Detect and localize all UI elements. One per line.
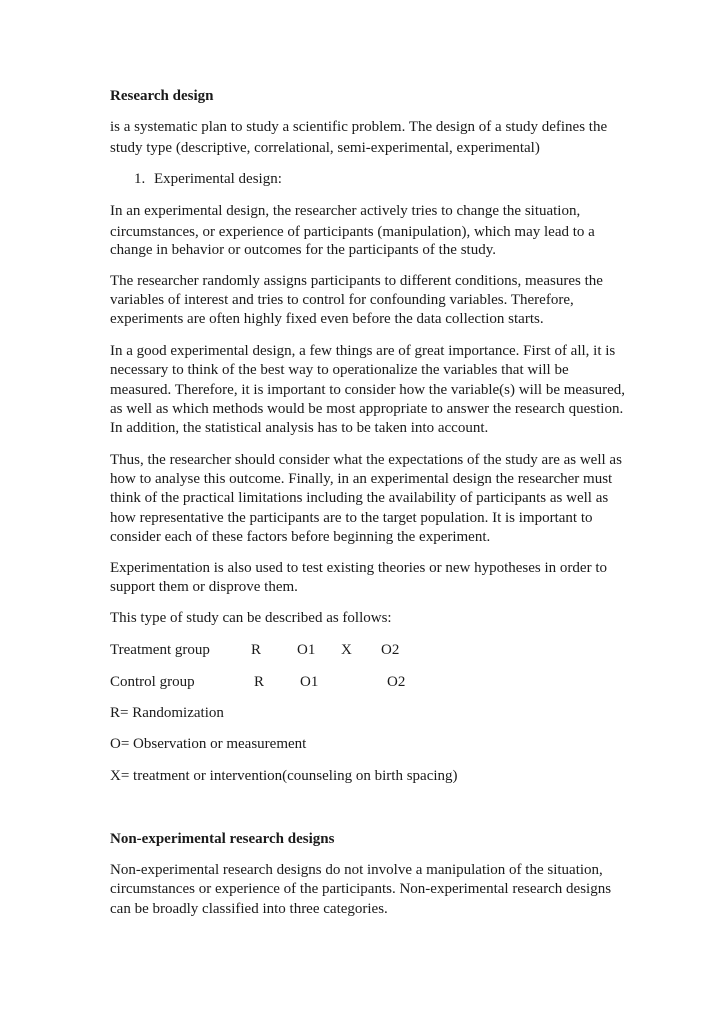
paragraph-line: circumstances or experience of the participants. Non-experimental research designs <box>110 881 612 897</box>
paragraph-line: In a good experimental design, a few things are of great importance. First of all, it is <box>110 343 616 359</box>
intro-line-2: study type (descriptive, correlational, semi-experimental, experimental) <box>110 140 540 156</box>
paragraph-line: This type of study can be described as follows: <box>110 610 392 626</box>
row-label: Treatment group <box>110 642 210 658</box>
paragraph-line: circumstances, or experience of participants (manipulation), which may lead to a <box>110 224 595 240</box>
paragraph-line: how to analyse this outcome. Finally, in an experimental design the researcher must <box>110 471 613 487</box>
paragraph-line: The researcher randomly assigns participants to different conditions, measures the <box>110 273 603 289</box>
observation1-cell: O1 <box>300 674 319 690</box>
paragraph-line: can be broadly classified into three categories. <box>110 901 388 917</box>
row-label: Control group <box>110 674 195 690</box>
paragraph-line: how representative the participants are to the target population. It is important to <box>110 510 593 526</box>
heading-research-design: Research design <box>110 88 214 104</box>
paragraph-line: measured. Therefore, it is important to consider how the variable(s) will be measured, <box>110 382 625 398</box>
paragraph-line: Thus, the researcher should consider what the expectations of the study are as well as <box>110 452 622 468</box>
list-number: 1. <box>134 171 146 187</box>
randomization-cell: R <box>254 674 265 690</box>
paragraph-line: variables of interest and tries to control for confounding variables. Therefore, <box>110 292 574 308</box>
paragraph-line: support them or disprove them. <box>110 579 298 595</box>
paragraph-line: change in behavior or outcomes for the participants of the study. <box>110 242 496 258</box>
paragraph-line: In an experimental design, the researcher actively tries to change the situation, <box>110 203 581 219</box>
legend-treatment: X= treatment or intervention(counseling on birth spacing) <box>110 768 458 784</box>
observation1-cell: O1 <box>297 642 316 658</box>
randomization-cell: R <box>251 642 262 658</box>
paragraph-line: experiments are often highly fixed even before the data collection starts. <box>110 311 544 327</box>
paragraph-line: Experimentation is also used to test existing theories or new hypotheses in order to <box>110 560 607 576</box>
observation2-cell: O2 <box>387 674 406 690</box>
list-item-experimental-design: Experimental design: <box>154 171 282 187</box>
observation2-cell: O2 <box>381 642 400 658</box>
paragraph-line: as well as which methods would be most appropriate to answer the research question. <box>110 401 624 417</box>
paragraph-line: think of the practical limitations including the availability of participants as well as <box>110 490 609 506</box>
paragraph-line: consider each of these factors before beginning the experiment. <box>110 529 491 545</box>
heading-non-experimental: Non-experimental research designs <box>110 831 335 847</box>
legend-observation: O= Observation or measurement <box>110 736 307 752</box>
legend-randomization: R= Randomization <box>110 705 224 721</box>
paragraph-line: In addition, the statistical analysis has to be taken into account. <box>110 420 489 436</box>
intro-line-1: is a systematic plan to study a scientific problem. The design of a study defines the <box>110 119 608 135</box>
paragraph-line: necessary to think of the best way to operationalize the variables that will be <box>110 362 569 378</box>
treatment-cell: X <box>341 642 352 658</box>
paragraph-line: Non-experimental research designs do not involve a manipulation of the situation, <box>110 862 603 878</box>
